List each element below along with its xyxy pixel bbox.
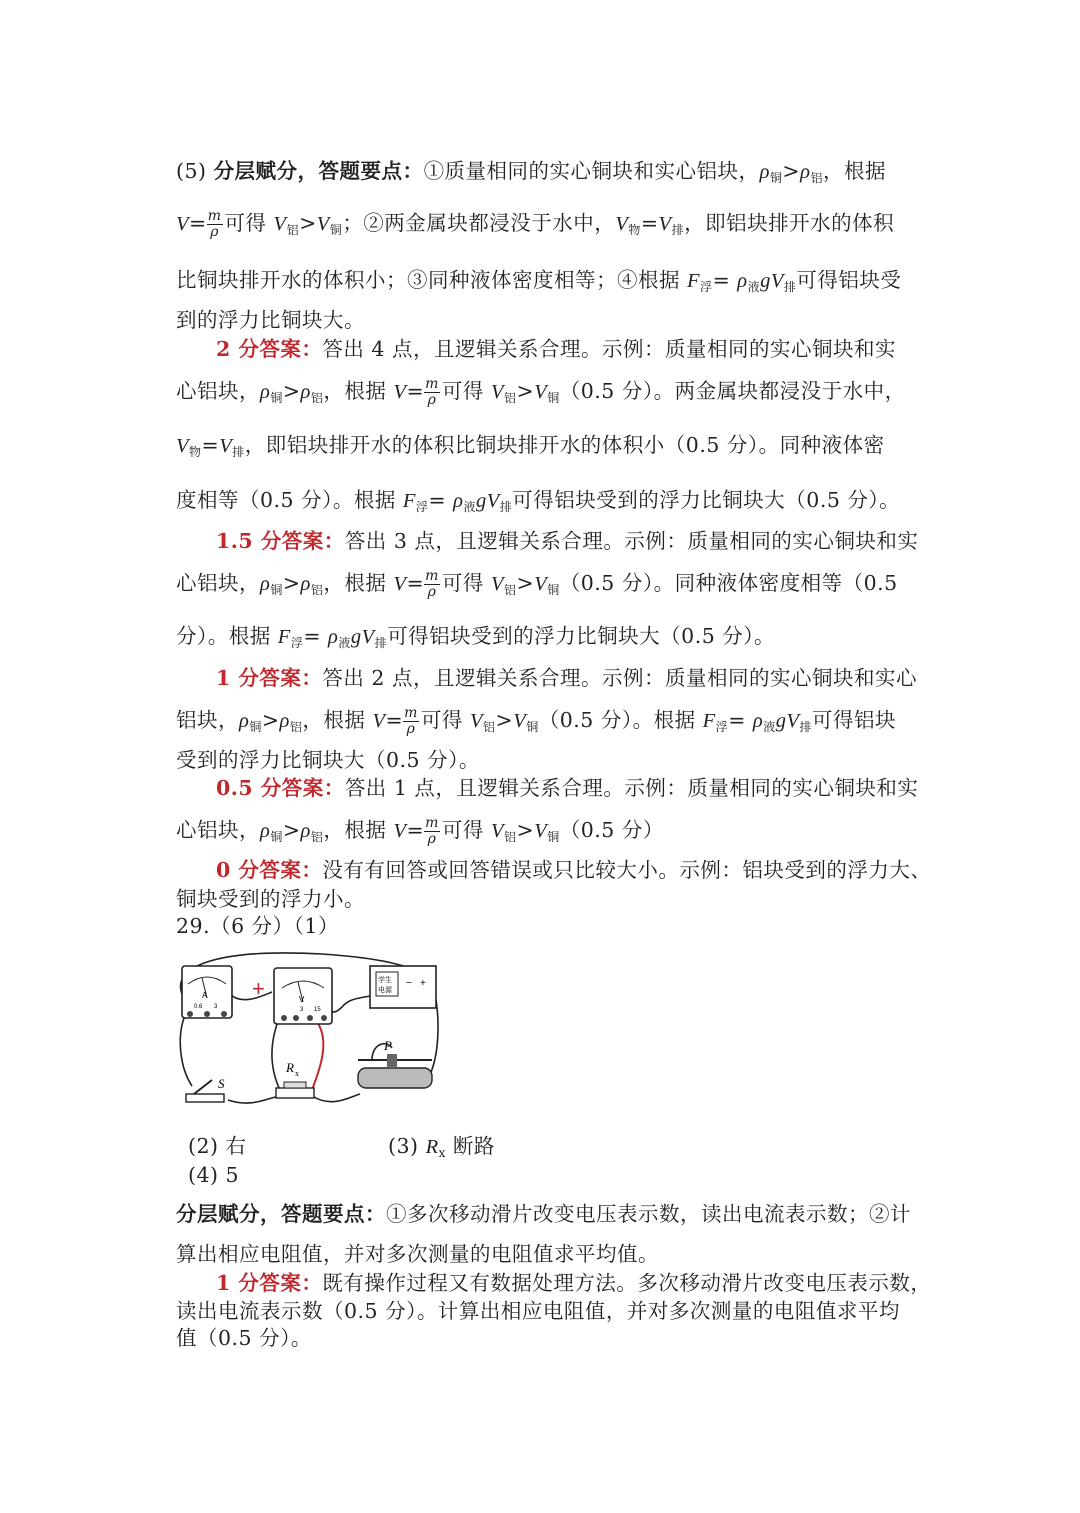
sub: 排 (799, 720, 813, 734)
V: V (219, 435, 233, 457)
denominator: ρ (406, 721, 416, 737)
ans2-line-3 (176, 430, 911, 467)
text: 既有操作过程又有数据处理方法。多次移动滑片改变电压表示数， (322, 1271, 932, 1295)
R: R (425, 1136, 439, 1158)
numerator: m (425, 815, 439, 831)
fraction-m-over-rho (207, 209, 223, 240)
sub: 浮 (715, 720, 729, 734)
sub: 铜 (329, 223, 343, 237)
volt-scale-3: 3 (300, 1007, 304, 1013)
scoring-heading: 分层赋分，答题要点： (176, 1202, 386, 1226)
V: V (534, 820, 548, 842)
switch-base (186, 1094, 224, 1102)
gt: > (516, 571, 535, 595)
V: V (273, 213, 287, 235)
terminal (221, 1011, 227, 1017)
text: 答出 1 点，且逻辑关系合理。示例：质量相同的实心铜块和实 (344, 776, 919, 800)
red-plus-mark: + (252, 976, 265, 1001)
ammeter-scale-0-6: 0.6 (194, 1004, 203, 1010)
rx-body (284, 1082, 306, 1088)
q29-ans-line-1 (216, 1268, 932, 1298)
text: (5) (176, 159, 214, 183)
text: 心铝块， (176, 571, 260, 595)
rx-label: R (286, 1060, 294, 1075)
text: 可得 (420, 708, 470, 732)
text: ①质量相同的实心铜块和实心铝块， (423, 159, 760, 183)
scoring-heading: 分层赋分，答题要点： (213, 159, 424, 183)
text: ，即铝块排开水的体积 (684, 211, 895, 235)
V: V (393, 381, 407, 403)
rho: ρ (759, 161, 770, 183)
F: F (687, 270, 701, 292)
V: V (176, 213, 190, 235)
text: 可得铝块 (812, 708, 897, 732)
gt: > (261, 708, 280, 732)
score-label-1: 1 分答案： (216, 1271, 323, 1295)
text: 没有有回答或回答错误或只比较大小。示例：铝块受到的浮力大、 (322, 858, 932, 882)
wire-ammeter-to-voltmeter (230, 992, 272, 1000)
eq: = (712, 268, 738, 292)
text: ，根据 (323, 379, 394, 403)
V: V (393, 573, 407, 595)
eq: = (406, 818, 425, 842)
ans2-line-1 (216, 334, 911, 364)
sub: 铜 (526, 720, 539, 734)
ans1-line-3: 受到的浮力比铜块大（0.5 分）。 (176, 748, 480, 772)
score-label-1: 1 分答案： (216, 666, 323, 690)
terminal (281, 1015, 287, 1021)
ans1-line-1 (216, 663, 917, 693)
sub: 铝 (310, 583, 324, 597)
q28-5-line-2 (176, 208, 911, 245)
V: V (534, 381, 548, 403)
ans2-line-4 (176, 485, 911, 522)
sub: 铜 (270, 830, 283, 844)
text: 比铜块排开水的体积小；③同种液体密度相等；④根据 (176, 268, 688, 292)
terminal (307, 1015, 313, 1021)
rho: ρ (300, 381, 311, 403)
gV: gV (350, 626, 375, 648)
text: ①多次移动滑片改变电压表示数，读出电流表示数；②计 (386, 1202, 911, 1226)
q29-answer-2: (2) 右 (188, 1134, 247, 1158)
q29-key-line-2: 算出相应电阻值，并对多次测量的电阻值求平均值。 (176, 1242, 659, 1266)
ans2-line-2 (176, 376, 911, 413)
sub: 液 (338, 636, 351, 650)
power-label-1: 学生 (378, 976, 392, 984)
ans15-line-1 (216, 526, 919, 556)
score-label-1-5: 1.5 分答案： (216, 529, 345, 553)
V: V (615, 213, 629, 235)
sub: 铝 (310, 391, 324, 405)
V: V (316, 213, 330, 235)
rho: ρ (800, 161, 811, 183)
text: ，根据 (302, 708, 373, 732)
ans05-line-1 (216, 773, 919, 803)
circuit-diagram (172, 948, 447, 1113)
sub: 铝 (483, 720, 496, 734)
text: 可得 (441, 818, 491, 842)
sub: 铜 (547, 391, 560, 405)
text: ，根据 (822, 159, 886, 183)
sub: 排 (783, 280, 797, 294)
rho: ρ (737, 270, 748, 292)
V: V (176, 435, 190, 457)
V: V (534, 573, 548, 595)
text: （0.5 分）。两金属块都浸没于水中， (559, 379, 906, 403)
eq: = (385, 708, 404, 732)
rho: ρ (260, 573, 271, 595)
text: 可得铝块受 (796, 268, 902, 292)
V: V (490, 381, 504, 403)
q29-ans-line-2: 读出电流表示数（0.5 分）。计算出相应电阻值，并对多次测量的电阻值求平均 (176, 1299, 900, 1323)
wire-switch-to-rx (228, 1096, 280, 1103)
rho: ρ (328, 626, 339, 648)
sub: 铜 (547, 830, 560, 844)
sub: 铝 (504, 391, 517, 405)
wire-rx-to-rheostat (312, 1094, 360, 1102)
text: 心铝块， (176, 818, 260, 842)
gt: > (516, 818, 535, 842)
V: V (372, 710, 386, 732)
text: 度相等（0.5 分）。根据 (176, 488, 403, 512)
sub: 铝 (310, 830, 324, 844)
numerator: m (404, 705, 418, 721)
text: 铝块， (176, 708, 239, 732)
sub: 物 (189, 445, 202, 459)
text: （0.5 分）。同种液体密度相等（0.5 (559, 571, 898, 595)
sub: 排 (499, 500, 513, 514)
power-supply (370, 966, 436, 1008)
q28-5-line-4: 到的浮力比铜块大。 (176, 308, 365, 332)
numerator: m (207, 208, 222, 224)
slider-label: P (384, 1038, 392, 1053)
sub: 液 (747, 280, 761, 294)
sub: 排 (232, 445, 245, 459)
text: ，根据 (323, 818, 394, 842)
sub: 铜 (769, 171, 783, 185)
rheostat-coil (358, 1068, 432, 1088)
q29-answer-4: (4) 5 (188, 1163, 240, 1187)
ammeter (182, 966, 232, 1018)
sub: 铜 (249, 720, 262, 734)
red-added-wire (312, 1018, 323, 1090)
sub: 铝 (504, 583, 517, 597)
rho: ρ (239, 710, 250, 732)
gV: gV (760, 270, 784, 292)
text: 答出 2 点，且逻辑关系合理。示例：质量相同的实心铜块和实心 (322, 666, 917, 690)
gt: > (299, 211, 317, 235)
q29-ans-line-3: 值（0.5 分）。 (176, 1326, 312, 1350)
denominator: ρ (210, 224, 219, 240)
eq: = (406, 379, 425, 403)
V: V (513, 710, 527, 732)
q29-title: 29.（6 分）（1） (176, 914, 339, 938)
terminal (293, 1015, 299, 1021)
text: ，即铝块排开水的体积比铜块排开水的体积小（0.5 分）。同种液体密 (244, 433, 885, 457)
rho: ρ (300, 820, 311, 842)
power-label-2: 电源 (378, 986, 392, 994)
ans15-line-2 (176, 568, 911, 605)
V: V (490, 573, 504, 595)
sub: 液 (763, 720, 776, 734)
text: 可得 (441, 379, 491, 403)
gt: > (495, 708, 514, 732)
gt: > (282, 818, 301, 842)
resistor-rx (276, 1060, 314, 1098)
ans0-line-1 (216, 855, 932, 885)
rx-sub: x (295, 1069, 299, 1078)
wire-voltmeter-to-rx (272, 1016, 280, 1090)
text: （0.5 分） (559, 818, 664, 842)
text: 可得铝块受到的浮力比铜块大（0.5 分）。 (512, 488, 901, 512)
switch-label: S (218, 1076, 225, 1091)
fraction-m-over-rho (424, 377, 440, 408)
voltmeter-letter: V (299, 995, 305, 1004)
ans1-line-2 (176, 705, 911, 742)
fraction-m-over-rho (424, 569, 440, 600)
switch-lever (194, 1080, 212, 1094)
sub: 排 (374, 636, 388, 650)
sub: 铜 (547, 583, 560, 597)
text: 分）。根据 (176, 624, 278, 648)
rho: ρ (300, 573, 311, 595)
sub: 液 (463, 500, 476, 514)
gt: > (282, 571, 301, 595)
eq: = (406, 571, 425, 595)
gt: > (782, 159, 801, 183)
score-label-2: 2 分答案： (216, 337, 323, 361)
V: V (393, 820, 407, 842)
denominator: ρ (427, 584, 437, 600)
ammeter-letter: A (202, 991, 208, 1000)
eq: = (201, 433, 220, 457)
ans0-line-2: 铜块受到的浮力小。 (176, 887, 365, 911)
gt: > (516, 379, 535, 403)
terminal (204, 1011, 210, 1017)
gt: > (282, 379, 301, 403)
power-plus: + (420, 978, 426, 989)
sub: 铝 (289, 720, 303, 734)
eq: = (303, 624, 329, 648)
q29-key-line-1 (176, 1199, 911, 1229)
eq: = (428, 488, 454, 512)
sub: 铜 (270, 583, 283, 597)
eq: = (640, 211, 659, 235)
sub: 浮 (700, 280, 713, 294)
numerator: m (425, 376, 439, 392)
text: 可得铝块受到的浮力比铜块大（0.5 分）。 (387, 624, 776, 648)
rheostat (358, 1038, 432, 1088)
text: 断路 (445, 1134, 495, 1158)
text: （0.5 分）。根据 (538, 708, 703, 732)
text: ，根据 (323, 571, 394, 595)
denominator: ρ (427, 831, 437, 847)
sub: 排 (671, 223, 685, 237)
gV: gV (775, 710, 800, 732)
score-label-0-5: 0.5 分答案： (216, 776, 345, 800)
sub: 浮 (415, 500, 429, 514)
q28-5-line-1 (176, 156, 911, 193)
V: V (490, 820, 504, 842)
text: (3) (388, 1134, 426, 1158)
q28-5-line-3 (176, 265, 911, 302)
fraction-m-over-rho (424, 816, 440, 847)
sub: 铝 (286, 223, 300, 237)
ans05-line-2 (176, 815, 911, 852)
wire-left-down (180, 1018, 192, 1086)
rho: ρ (260, 381, 271, 403)
F: F (277, 626, 291, 648)
text: 心铝块， (176, 379, 260, 403)
sub: 铝 (810, 171, 823, 185)
sub: 铝 (504, 830, 517, 844)
rheostat-slider (387, 1054, 397, 1068)
fraction-m-over-rho (403, 706, 419, 737)
rho: ρ (260, 820, 271, 842)
volt-scale-15: 15 (314, 1007, 321, 1013)
rho: ρ (453, 490, 464, 512)
rho: ρ (752, 710, 764, 732)
V: V (658, 213, 672, 235)
F: F (702, 710, 716, 732)
denominator: ρ (427, 392, 437, 408)
terminal (321, 1015, 327, 1021)
text: 可得 (441, 571, 491, 595)
text: ；②两金属块都浸没于水中， (342, 211, 616, 235)
text: 答出 4 点，且逻辑关系合理。示例：质量相同的实心铜块和实 (322, 337, 896, 361)
rho: ρ (279, 710, 290, 732)
F: F (402, 490, 416, 512)
eq: = (189, 211, 207, 235)
gV: gV (476, 490, 500, 512)
numerator: m (425, 568, 439, 584)
text: 可得 (224, 211, 274, 235)
sub: 铜 (270, 391, 283, 405)
voltmeter (274, 968, 332, 1024)
sub: x (438, 1146, 446, 1160)
rx-base (276, 1088, 314, 1098)
switch (186, 1076, 225, 1102)
sub: 物 (628, 223, 641, 237)
power-minus: − (406, 978, 412, 989)
text: 答出 3 点，且逻辑关系合理。示例：质量相同的实心铜块和实 (344, 529, 919, 553)
V: V (469, 710, 483, 732)
terminal (187, 1011, 193, 1017)
score-label-0: 0 分答案： (216, 858, 323, 882)
ans15-line-3 (176, 621, 911, 658)
eq: = (728, 708, 753, 732)
ammeter-scale-3: 3 (214, 1004, 218, 1010)
sub: 浮 (290, 636, 304, 650)
